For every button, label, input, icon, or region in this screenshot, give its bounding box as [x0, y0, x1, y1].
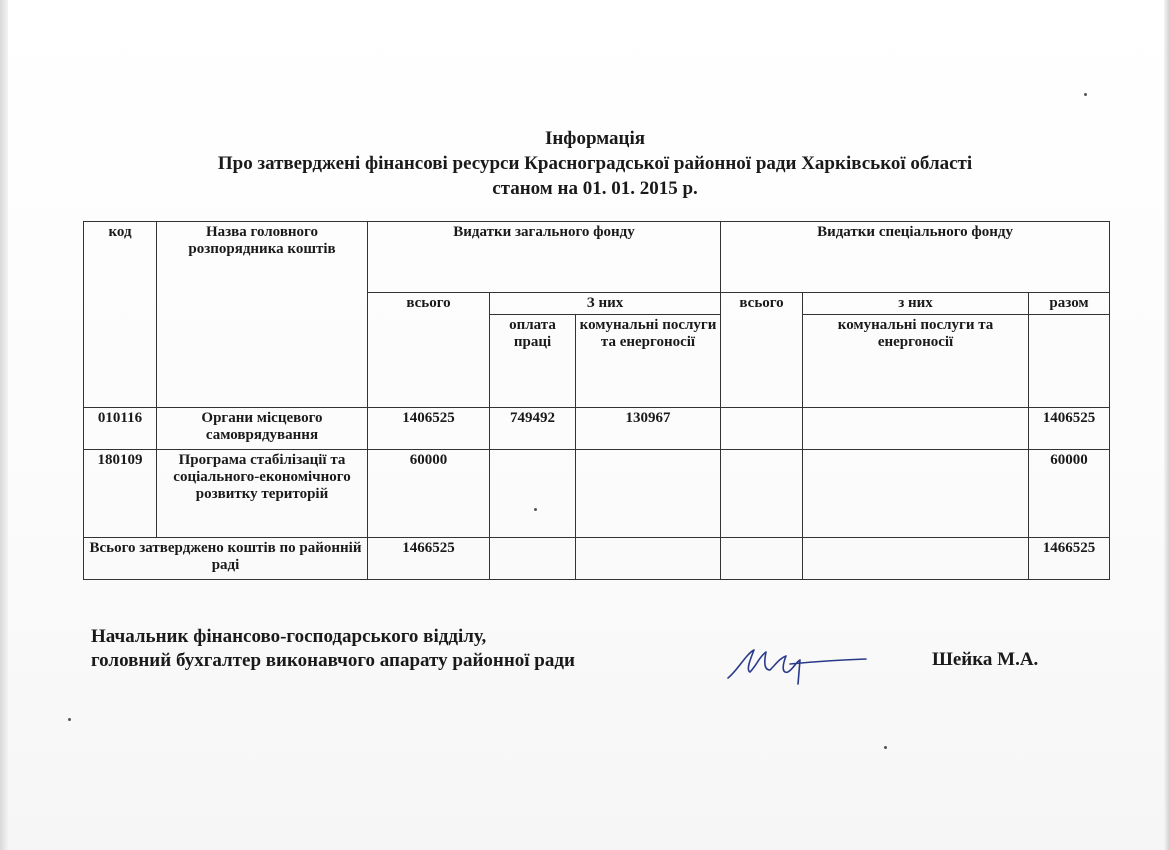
header-utilities-general: комунальні послуги та енергоносії	[576, 315, 721, 408]
row-code: 010116	[84, 408, 157, 450]
row-code: 180109	[84, 450, 157, 538]
row-name: Органи місцевого самоврядування	[157, 408, 368, 450]
scan-speck	[534, 508, 537, 511]
total-grand: 1466525	[1029, 538, 1110, 580]
document-title: Інформація	[544, 128, 646, 149]
row-special-total	[721, 450, 803, 538]
header-utilities-special: комунальні послуги та енергоносії	[803, 315, 1029, 408]
scan-speck	[884, 746, 887, 749]
header-name: Назва головного розпорядника коштів	[157, 222, 368, 408]
row-utilities	[576, 450, 721, 538]
total-empty-cell	[576, 538, 721, 580]
table-row	[84, 408, 1110, 450]
row-utilities: 130967	[576, 408, 721, 450]
table-row	[84, 450, 1110, 538]
row-grand-total: 1406525	[1029, 408, 1110, 450]
row-special-utilities	[803, 450, 1029, 538]
total-empty-cell	[721, 538, 803, 580]
total-row	[84, 538, 1110, 580]
header-salary: оплата праці	[490, 315, 576, 408]
row-name: Програма стабілізації та соціального-економічного розвитку територій	[157, 450, 368, 538]
scan-speck	[68, 718, 71, 721]
total-empty-cell	[803, 538, 1029, 580]
signer-position-line2: головний бухгалтер виконавчого апарату районної ради	[91, 650, 575, 671]
document-date-line: станом на 01. 01. 2015 р.	[492, 178, 698, 199]
header-special-fund: Видатки спеціального фонду	[721, 222, 1110, 293]
total-general: 1466525	[368, 538, 490, 580]
header-empty-cell	[1029, 315, 1110, 408]
row-salary	[490, 450, 576, 538]
header-grand-total: разом	[1029, 293, 1110, 315]
document-heading	[0, 126, 1170, 201]
header-special-of-which: з них	[803, 293, 1029, 315]
scan-speck	[1084, 93, 1087, 96]
signer-name: Шейка М.А.	[932, 649, 1039, 670]
row-special-utilities	[803, 408, 1029, 450]
header-code: код	[84, 222, 157, 408]
row-general-total: 1406525	[368, 408, 490, 450]
header-general-of-which: З них	[490, 293, 721, 315]
signature-block	[91, 625, 575, 673]
row-salary: 749492	[490, 408, 576, 450]
finance-table	[83, 221, 1110, 580]
header-row-1	[84, 222, 1110, 293]
header-general-fund: Видатки загального фонду	[368, 222, 721, 293]
header-special-total: всього	[721, 293, 803, 408]
total-label: Всього затверджено коштів по районній раді	[84, 538, 368, 580]
document-subtitle: Про затверджені фінансові ресурси Красноградської районної ради Харківської області	[217, 153, 973, 174]
total-empty-cell	[490, 538, 576, 580]
row-general-total: 60000	[368, 450, 490, 538]
signer-position-line1: Начальник фінансово-господарського відділу,	[91, 626, 487, 647]
header-general-total: всього	[368, 293, 490, 408]
row-special-total	[721, 408, 803, 450]
row-grand-total: 60000	[1029, 450, 1110, 538]
handwritten-signature	[720, 640, 870, 685]
